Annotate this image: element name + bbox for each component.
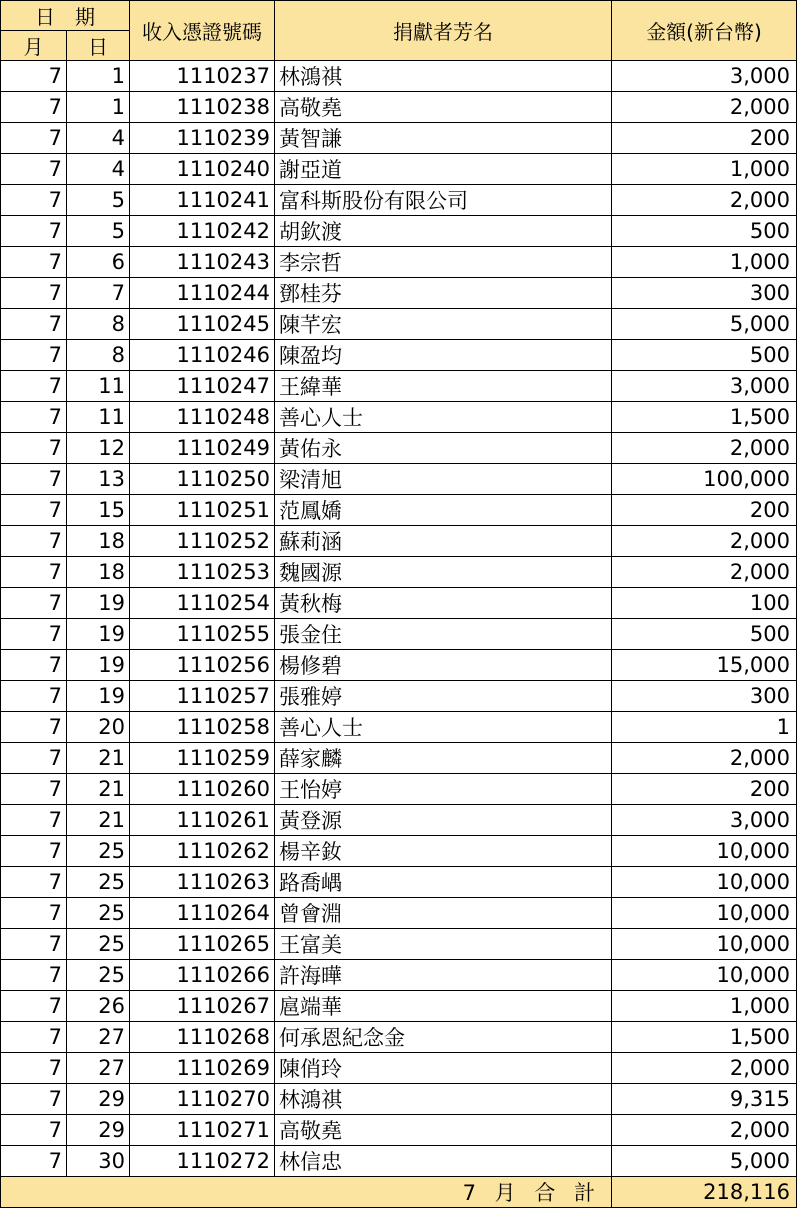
month-cell: 7 [1,247,67,278]
day-cell: 25 [67,898,130,929]
date-header: 日 期 [1,1,130,31]
donor-name-cell: 謝亞道 [275,154,612,185]
amount-cell: 2,000 [612,1115,797,1146]
month-cell: 7 [1,774,67,805]
month-cell: 7 [1,836,67,867]
month-cell: 7 [1,1115,67,1146]
month-cell: 7 [1,154,67,185]
day-cell: 1 [67,61,130,92]
donor-name-cell: 陳俏玲 [275,1053,612,1084]
amount-cell: 2,000 [612,92,797,123]
amount-cell: 200 [612,774,797,805]
table-row [1,402,797,433]
amount-cell: 5,000 [612,309,797,340]
day-cell: 8 [67,309,130,340]
amount-cell: 10,000 [612,898,797,929]
table-row [1,557,797,588]
amount-cell: 10,000 [612,867,797,898]
day-cell: 26 [67,991,130,1022]
table-row [1,154,797,185]
day-cell: 21 [67,743,130,774]
donor-name-header: 捐獻者芳名 [275,1,612,61]
amount-cell: 200 [612,123,797,154]
donor-name-cell: 扈端華 [275,991,612,1022]
donor-name-cell: 王怡婷 [275,774,612,805]
amount-cell: 1,000 [612,154,797,185]
day-cell: 29 [67,1115,130,1146]
donor-name-cell: 薛家麟 [275,743,612,774]
month-cell: 7 [1,588,67,619]
table-row [1,1084,797,1115]
donor-name-cell: 黃佑永 [275,433,612,464]
table-row [1,526,797,557]
amount-cell: 2,000 [612,185,797,216]
donor-name-cell: 楊辛釹 [275,836,612,867]
donor-name-cell: 林鴻祺 [275,1084,612,1115]
table-row [1,867,797,898]
table-row [1,960,797,991]
receipt-number-cell: 1110254 [130,588,275,619]
receipt-number-cell: 1110247 [130,371,275,402]
month-cell: 7 [1,61,67,92]
table-row [1,681,797,712]
total-label: 7 月 合 計 [1,1177,612,1208]
amount-cell: 2,000 [612,557,797,588]
amount-cell: 5,000 [612,1146,797,1177]
month-cell: 7 [1,743,67,774]
amount-cell: 1,500 [612,1022,797,1053]
month-header: 月 [1,31,67,61]
amount-cell: 200 [612,495,797,526]
receipt-number-cell: 1110251 [130,495,275,526]
donor-name-cell: 張金住 [275,619,612,650]
donor-name-cell: 黃秋梅 [275,588,612,619]
table-row [1,619,797,650]
receipt-number-cell: 1110270 [130,1084,275,1115]
month-cell: 7 [1,464,67,495]
receipt-number-cell: 1110248 [130,402,275,433]
month-cell: 7 [1,1053,67,1084]
day-cell: 18 [67,557,130,588]
month-cell: 7 [1,1084,67,1115]
receipt-number-cell: 1110243 [130,247,275,278]
day-cell: 4 [67,154,130,185]
table-row [1,495,797,526]
table-row [1,588,797,619]
day-cell: 4 [67,123,130,154]
donor-name-cell: 魏國源 [275,557,612,588]
day-cell: 7 [67,278,130,309]
month-cell: 7 [1,712,67,743]
receipt-number-cell: 1110245 [130,309,275,340]
table-row [1,712,797,743]
amount-cell: 1 [612,712,797,743]
receipt-number-cell: 1110267 [130,991,275,1022]
table-row [1,371,797,402]
receipt-number-cell: 1110240 [130,154,275,185]
month-cell: 7 [1,960,67,991]
table-row [1,464,797,495]
month-cell: 7 [1,867,67,898]
day-cell: 6 [67,247,130,278]
table-row [1,216,797,247]
month-cell: 7 [1,805,67,836]
table-row [1,774,797,805]
month-cell: 7 [1,1146,67,1177]
day-cell: 12 [67,433,130,464]
table-row [1,650,797,681]
receipt-number-cell: 1110250 [130,464,275,495]
day-cell: 21 [67,774,130,805]
donor-name-cell: 陳盈均 [275,340,612,371]
amount-cell: 2,000 [612,743,797,774]
amount-cell: 100,000 [612,464,797,495]
day-cell: 1 [67,92,130,123]
table-row [1,1022,797,1053]
month-cell: 7 [1,557,67,588]
amount-cell: 2,000 [612,1053,797,1084]
donor-name-cell: 胡欽渡 [275,216,612,247]
amount-cell: 1,500 [612,402,797,433]
day-cell: 19 [67,588,130,619]
month-cell: 7 [1,619,67,650]
donor-name-cell: 許海曄 [275,960,612,991]
receipt-number-cell: 1110265 [130,929,275,960]
amount-cell: 1,000 [612,247,797,278]
donor-name-cell: 楊修碧 [275,650,612,681]
donor-name-cell: 張雅婷 [275,681,612,712]
table-row [1,433,797,464]
table-row [1,1053,797,1084]
amount-cell: 3,000 [612,61,797,92]
day-cell: 5 [67,216,130,247]
day-cell: 8 [67,340,130,371]
month-cell: 7 [1,123,67,154]
receipt-number-cell: 1110252 [130,526,275,557]
day-cell: 27 [67,1022,130,1053]
receipt-number-cell: 1110249 [130,433,275,464]
amount-cell: 3,000 [612,805,797,836]
table-row [1,92,797,123]
amount-cell: 10,000 [612,960,797,991]
donor-name-cell: 范鳳嬌 [275,495,612,526]
receipt-number-cell: 1110259 [130,743,275,774]
day-cell: 25 [67,960,130,991]
day-cell: 27 [67,1053,130,1084]
receipt-number-cell: 1110271 [130,1115,275,1146]
receipt-number-cell: 1110244 [130,278,275,309]
month-cell: 7 [1,991,67,1022]
day-cell: 21 [67,805,130,836]
donor-name-cell: 高敬堯 [275,1115,612,1146]
table-row [1,898,797,929]
receipt-number-cell: 1110261 [130,805,275,836]
day-cell: 5 [67,185,130,216]
receipt-number-cell: 1110246 [130,340,275,371]
table-row [1,340,797,371]
day-cell: 30 [67,1146,130,1177]
table-row [1,61,797,92]
table-row [1,991,797,1022]
amount-cell: 10,000 [612,929,797,960]
table-row [1,929,797,960]
amount-cell: 15,000 [612,650,797,681]
day-cell: 25 [67,867,130,898]
donor-name-cell: 曾會淵 [275,898,612,929]
amount-header: 金額(新台幣) [612,1,797,61]
donor-name-cell: 善心人士 [275,402,612,433]
month-cell: 7 [1,433,67,464]
receipt-number-header: 收入憑證號碼 [130,1,275,61]
receipt-number-cell: 1110258 [130,712,275,743]
table-row [1,123,797,154]
month-cell: 7 [1,402,67,433]
table-row [1,805,797,836]
receipt-number-cell: 1110242 [130,216,275,247]
total-amount: 218,116 [612,1177,797,1208]
table-row [1,247,797,278]
amount-cell: 3,000 [612,371,797,402]
receipt-number-cell: 1110257 [130,681,275,712]
donor-name-cell: 王富美 [275,929,612,960]
day-cell: 20 [67,712,130,743]
donor-name-cell: 林信忠 [275,1146,612,1177]
month-cell: 7 [1,92,67,123]
day-cell: 29 [67,1084,130,1115]
donor-name-cell: 蘇莉涵 [275,526,612,557]
donor-name-cell: 鄧桂芬 [275,278,612,309]
donor-name-cell: 黃智謙 [275,123,612,154]
donor-name-cell: 梁清旭 [275,464,612,495]
amount-cell: 500 [612,216,797,247]
donor-name-cell: 高敬堯 [275,92,612,123]
amount-cell: 10,000 [612,836,797,867]
day-cell: 13 [67,464,130,495]
month-cell: 7 [1,340,67,371]
donor-name-cell: 善心人士 [275,712,612,743]
amount-cell: 500 [612,340,797,371]
day-header: 日 [67,31,130,61]
table-row [1,1146,797,1177]
total-row [1,1177,797,1208]
month-cell: 7 [1,681,67,712]
day-cell: 15 [67,495,130,526]
table-row [1,278,797,309]
receipt-number-cell: 1110266 [130,960,275,991]
receipt-number-cell: 1110238 [130,92,275,123]
month-cell: 7 [1,1022,67,1053]
table-row [1,185,797,216]
month-cell: 7 [1,185,67,216]
amount-cell: 9,315 [612,1084,797,1115]
receipt-number-cell: 1110262 [130,836,275,867]
receipt-number-cell: 1110260 [130,774,275,805]
donor-name-cell: 路喬嵎 [275,867,612,898]
day-cell: 19 [67,619,130,650]
receipt-number-cell: 1110268 [130,1022,275,1053]
month-cell: 7 [1,929,67,960]
day-cell: 18 [67,526,130,557]
month-cell: 7 [1,371,67,402]
month-cell: 7 [1,526,67,557]
month-cell: 7 [1,278,67,309]
month-cell: 7 [1,216,67,247]
amount-cell: 2,000 [612,433,797,464]
table-row [1,309,797,340]
month-cell: 7 [1,898,67,929]
receipt-number-cell: 1110272 [130,1146,275,1177]
receipt-number-cell: 1110253 [130,557,275,588]
donor-name-cell: 林鴻祺 [275,61,612,92]
receipt-number-cell: 1110237 [130,61,275,92]
receipt-number-cell: 1110256 [130,650,275,681]
receipt-number-cell: 1110269 [130,1053,275,1084]
donor-name-cell: 李宗哲 [275,247,612,278]
day-cell: 11 [67,402,130,433]
table-row [1,1115,797,1146]
month-cell: 7 [1,309,67,340]
table-row [1,743,797,774]
donor-name-cell: 黃登源 [275,805,612,836]
donor-name-cell: 王緯華 [275,371,612,402]
donor-name-cell: 富科斯股份有限公司 [275,185,612,216]
donor-name-cell: 何承恩紀念金 [275,1022,612,1053]
receipt-number-cell: 1110264 [130,898,275,929]
donor-name-cell: 陳芊宏 [275,309,612,340]
day-cell: 19 [67,650,130,681]
receipt-number-cell: 1110255 [130,619,275,650]
table-row [1,836,797,867]
amount-cell: 300 [612,681,797,712]
receipt-number-cell: 1110241 [130,185,275,216]
amount-cell: 1,000 [612,991,797,1022]
day-cell: 19 [67,681,130,712]
day-cell: 11 [67,371,130,402]
receipt-number-cell: 1110239 [130,123,275,154]
amount-cell: 100 [612,588,797,619]
amount-cell: 300 [612,278,797,309]
amount-cell: 500 [612,619,797,650]
amount-cell: 2,000 [612,526,797,557]
day-cell: 25 [67,836,130,867]
month-cell: 7 [1,495,67,526]
month-cell: 7 [1,650,67,681]
ledger-body [1,61,797,1177]
day-cell: 25 [67,929,130,960]
receipt-number-cell: 1110263 [130,867,275,898]
